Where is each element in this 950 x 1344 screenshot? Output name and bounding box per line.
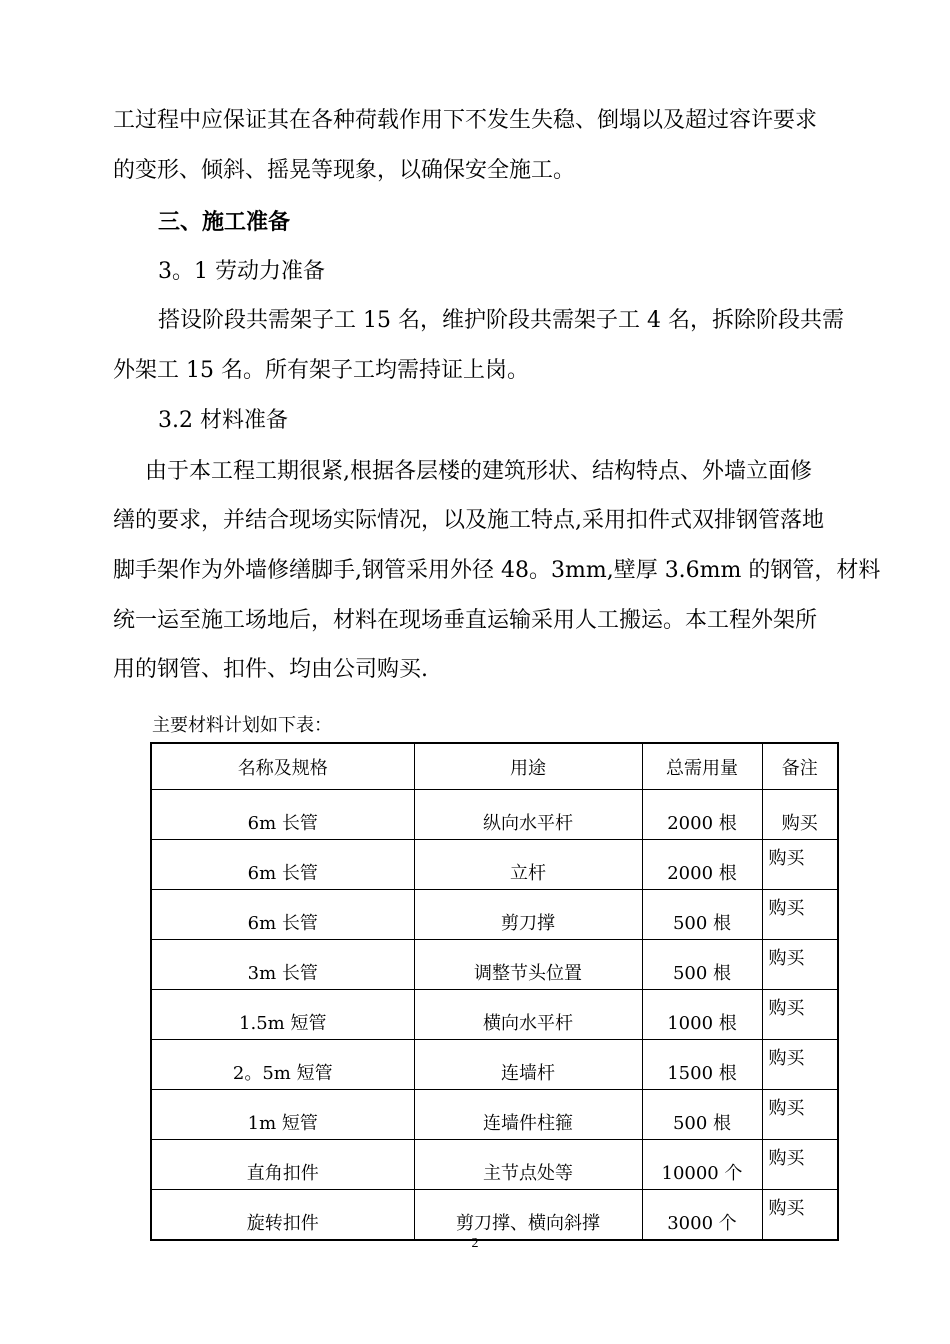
table-row — [151, 1040, 838, 1090]
cell-usage: 主节点处等 — [414, 1140, 642, 1190]
paragraph-3-line-2: 缮的要求，并结合现场实际情况，以及施工特点,采用扣件式双排钢管落地 — [113, 508, 824, 533]
paragraph-2-line-2: 外架工 15 名。所有架子工均需持证上岗。 — [113, 358, 529, 383]
cell-quantity: 500 根 — [642, 940, 762, 990]
cell-remark: 购买 — [762, 840, 838, 890]
table-row — [151, 890, 838, 940]
table-row — [151, 840, 838, 890]
cell-usage: 调整节头位置 — [414, 940, 642, 990]
table-row — [151, 1190, 838, 1241]
cell-quantity: 1000 根 — [642, 990, 762, 1040]
table-header-row — [151, 743, 838, 790]
paragraph-3-line-3: 脚手架作为外墙修缮脚手,钢管采用外径 48。3mm,壁厚 3.6mm 的钢管，材料 — [113, 558, 881, 583]
header-name-spec: 名称及规格 — [151, 743, 414, 790]
subsection-title-materials: 3.2 材料准备 — [158, 408, 288, 433]
cell-usage: 连墙件柱箍 — [414, 1090, 642, 1140]
cell-quantity: 2000 根 — [642, 840, 762, 890]
header-total-quantity: 总需用量 — [642, 743, 762, 790]
paragraph-3-line-5: 用的钢管、扣件、均由公司购买. — [113, 657, 428, 682]
table-row — [151, 790, 838, 840]
cell-usage: 横向水平杆 — [414, 990, 642, 1040]
cell-name: 直角扣件 — [151, 1140, 414, 1190]
cell-remark: 购买 — [762, 1090, 838, 1140]
cell-name: 6m 长管 — [151, 790, 414, 840]
cell-quantity: 500 根 — [642, 890, 762, 940]
header-usage: 用途 — [414, 743, 642, 790]
cell-remark: 购买 — [762, 1190, 838, 1241]
cell-name: 1.5m 短管 — [151, 990, 414, 1040]
cell-remark: 购买 — [762, 1040, 838, 1090]
cell-quantity: 10000 个 — [642, 1140, 762, 1190]
cell-name: 6m 长管 — [151, 840, 414, 890]
cell-usage: 立杆 — [414, 840, 642, 890]
cell-remark: 购买 — [762, 1140, 838, 1190]
cell-remark: 购买 — [762, 790, 838, 840]
cell-name: 1m 短管 — [151, 1090, 414, 1140]
table-row — [151, 990, 838, 1040]
cell-usage: 纵向水平杆 — [414, 790, 642, 840]
cell-quantity: 3000 个 — [642, 1190, 762, 1241]
cell-remark: 购买 — [762, 990, 838, 1040]
cell-remark: 购买 — [762, 890, 838, 940]
paragraph-2-line-1: 搭设阶段共需架子工 15 名，维护阶段共需架子工 4 名，拆除阶段共需 — [158, 308, 844, 333]
subsection-title-labor: 3。1 劳动力准备 — [158, 259, 325, 284]
cell-usage: 连墙杆 — [414, 1040, 642, 1090]
cell-name: 2。5m 短管 — [151, 1040, 414, 1090]
materials-table — [150, 742, 839, 1241]
paragraph-3-line-4: 统一运至施工场地后，材料在现场垂直运输采用人工搬运。本工程外架所 — [113, 608, 818, 633]
cell-name: 6m 长管 — [151, 890, 414, 940]
cell-quantity: 2000 根 — [642, 790, 762, 840]
section-title: 三、施工准备 — [158, 209, 291, 235]
paragraph-3-line-1: 由于本工程工期很紧,根据各层楼的建筑形状、结构特点、外墙立面修 — [145, 459, 812, 484]
table-row — [151, 940, 838, 990]
table-row — [151, 1140, 838, 1190]
cell-usage: 剪刀撑、横向斜撑 — [414, 1190, 642, 1241]
cell-remark: 购买 — [762, 940, 838, 990]
cell-quantity: 500 根 — [642, 1090, 762, 1140]
cell-name: 旋转扣件 — [151, 1190, 414, 1241]
table-row — [151, 1090, 838, 1140]
cell-usage: 剪刀撑 — [414, 890, 642, 940]
table-caption: 主要材料计划如下表： — [152, 715, 332, 736]
header-remarks: 备注 — [762, 743, 838, 790]
cell-quantity: 1500 根 — [642, 1040, 762, 1090]
page-number: 2 — [471, 1236, 479, 1251]
cell-name: 3m 长管 — [151, 940, 414, 990]
paragraph-1-line-1: 工过程中应保证其在各种荷载作用下不发生失稳、倒塌以及超过容许要求 — [113, 108, 818, 133]
paragraph-1-line-2: 的变形、倾斜、摇晃等现象，以确保安全施工。 — [113, 158, 576, 183]
